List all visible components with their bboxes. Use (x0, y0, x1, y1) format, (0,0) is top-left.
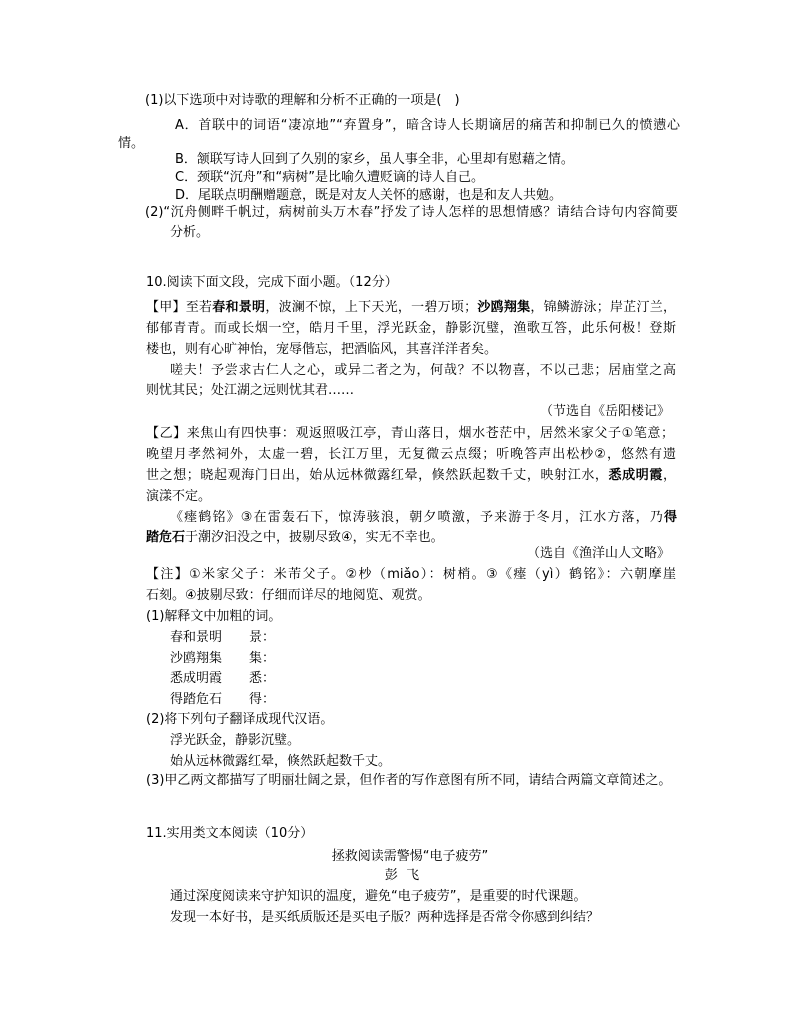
article-paragraph: 通过深度阅读来守护知识的温度，避免“电子疲劳”，是重要的时代课题。 (170, 889, 587, 904)
yi-line6-text: 于潮汐汩没之中，披剔尽致④，实无不幸也。 (185, 530, 444, 545)
vocab-row (170, 649, 310, 669)
yi-line6 (146, 528, 444, 548)
vocab-answer-blank: 得： (249, 692, 276, 707)
vocab-phrase: 得踏危石 (170, 692, 223, 707)
article-title: 拯救阅读需警惕“电子疲劳” (331, 849, 489, 864)
q9-option-a-line2: 情。 (118, 136, 145, 151)
yi-line3-text-a: 世之想；晓起观海门日出，始从远林微露红晕，倏然跃起数千丈，映射江水， (146, 468, 609, 483)
vocab-answer-blank: 景： (249, 630, 276, 645)
q9-part1-stem: (1)以下选项中对诗歌的理解和分析不正确的一项是( ) (145, 93, 460, 108)
yi-source: （选自《渔洋山人文略》 (526, 546, 670, 561)
q9-option-b: B．颔联写诗人回到了久别的家乡，虽人事全非，心里却有慰藉之情。 (175, 152, 574, 167)
yi-line4: 演漾不定。 (146, 489, 212, 504)
bold-word-de: 得 (663, 510, 677, 525)
vocab-phrase: 沙鸥翔集 (170, 651, 223, 666)
notes-line2: 石刻。④披剔尽致：仔细而详尽的地阅览、观赏。 (146, 588, 431, 603)
vocab-answer-blank: 集： (249, 651, 276, 666)
q9-option-d: D．尾联点明酬赠题意，既是对友人关怀的感谢，也是和友人共勉。 (175, 188, 563, 203)
yi-line3 (146, 466, 676, 486)
q9-option-c: C．颈联“沉舟”和“病树”是比喻久遭贬谪的诗人自己。 (175, 170, 485, 185)
jia-line1-text-a: 【甲】至若 (146, 300, 213, 315)
jia-line2: 郁郁青青。而或长烟一空，皓月千里，浮光跃金，静影沉璧，渔歌互答，此乐何极！登斯 (146, 321, 676, 336)
q10-part2-stem: (2)将下列句子翻译成现代汉语。 (146, 712, 334, 727)
vocab-phrase: 春和景明 (170, 630, 223, 645)
jia-source: （节选自《岳阳楼记》 (539, 404, 670, 419)
vocab-row (170, 690, 310, 710)
bold-word-taweishi: 踏危石 (146, 530, 186, 545)
yi-line2: 晚望月孝然祠外，太虚一碧，长江万里，无复微云点缀；听晚答声出松杪②，悠然有遗 (146, 447, 676, 462)
yi-line1: 【乙】来焦山有四快事：观返照吸江亭，青山落日，烟水苍茫中，居然米家父子①笔意； (146, 426, 674, 441)
q9-part2-line1: (2)“沉舟侧畔千帆过，病树前头万木春”抒发了诗人怎样的思想情感？请结合诗句内容简要 (145, 205, 678, 220)
vocab-phrase: 悉成明霞 (170, 671, 223, 686)
jia-line1-text-b: ，波澜不惊，上下天光，一碧万顷； (265, 300, 478, 315)
yi-line5 (170, 508, 677, 528)
q9-option-a-line1: A．首联中的词语“凄凉地”“弃置身”，暗含诗人长期谪居的痛苦和抑制已久的愤懑心 (175, 118, 680, 133)
yi-line3-text-b: ， (662, 468, 676, 483)
bold-word-chunhejingming: 春和景明 (212, 300, 266, 315)
bold-word-xichengmingxia: 悉成明霞 (608, 468, 663, 483)
jia-line1 (146, 298, 676, 318)
jia-line4: 嗟夫！予尝求古仁人之心，或异二者之为，何哉？不以物喜，不以己悲；居庙堂之高 (170, 363, 676, 378)
notes-line1: 【注】①米家父子：米芾父子。②杪（miǎo）：树梢。③《瘗（yì）鹤铭》：六朝摩崖 (146, 567, 676, 582)
translation-sentence: 始从远林微露红晕，倏然跃起数千丈。 (170, 754, 392, 769)
jia-line1-text-c: ，锦鳞游泳；岸芷汀兰， (530, 300, 676, 315)
jia-line3: 楼也，则有心旷神怡，宠辱偕忘，把酒临风，其喜洋洋者矣。 (146, 342, 498, 357)
q10-part1-stem: (1)解释文中加粗的词。 (146, 609, 282, 624)
bold-word-shaouxiangji: 沙鸥翔集 (477, 300, 531, 315)
q10-header: 10.阅读下面文段，完成下面小题。（12分） (146, 275, 398, 290)
vocab-row (170, 669, 310, 689)
article-author: 彭 飞 (384, 868, 420, 883)
vocab-row (170, 628, 310, 648)
yi-line5-text: 《瘗鹤铭》③在雷轰石下，惊涛骇浪，朝夕喷激，予来游于冬月，江水方落，乃 (170, 510, 664, 525)
translation-sentence: 浮光跃金，静影沉璧。 (170, 733, 301, 748)
q11-header: 11.实用类文本阅读（10分） (146, 826, 314, 841)
jia-line5: 则忧其民；处江湖之远则忧其君…… (146, 383, 355, 398)
article-paragraph: 发现一本好书，是买纸质版还是买电子版？两种选择是否常令你感到纠结？ (170, 910, 600, 925)
vocab-answer-blank: 悉： (249, 671, 276, 686)
q9-part2-line2: 分析。 (170, 225, 210, 240)
q10-part3: (3)甲乙两文都描写了明丽壮阔之景，但作者的写作意图有所不同，请结合两篇文章简述之。 (146, 773, 672, 788)
